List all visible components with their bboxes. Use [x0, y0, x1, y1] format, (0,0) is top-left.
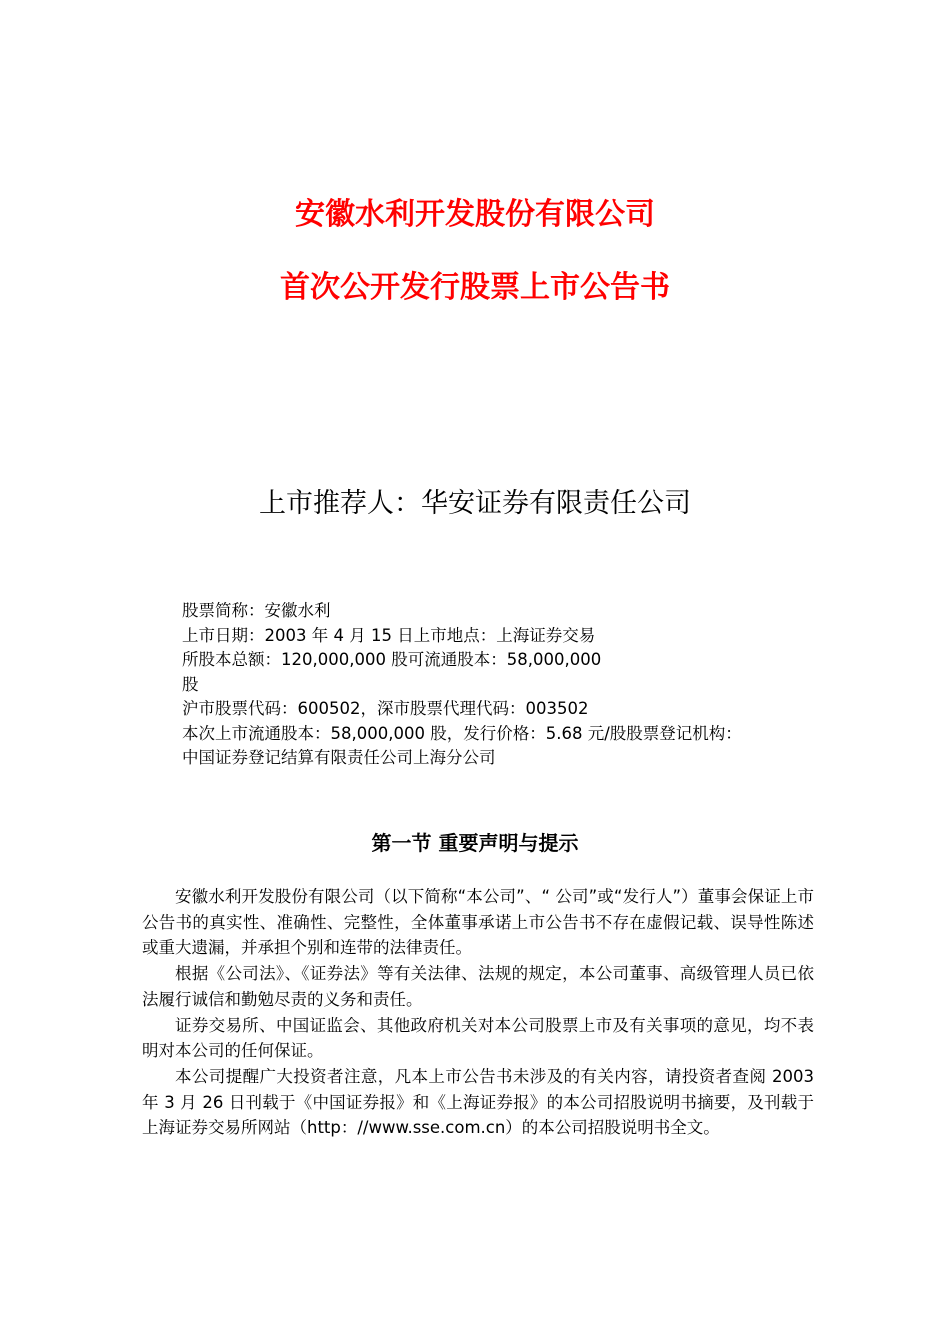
listing-recommender: 上市推荐人：华安证券有限责任公司 [259, 488, 691, 519]
document-title-line-1: 安徽水利开发股份有限公司 [295, 197, 655, 232]
paragraph: 安徽水利开发股份有限公司（以下简称“本公司”、“ 公司”或“发行人”）董事会保证上市公告书的真实性、准确性、完整性，全体董事承诺上市公告书不存在虚假记载、误导性陈述或重大遗漏，并承担个别和连带的法律责任。 [142, 887, 814, 958]
info-line: 股 [182, 674, 199, 694]
stock-info-block [182, 599, 822, 771]
info-line: 上市日期：2003 年 4 月 15 日上市地点：上海证券交易 [182, 625, 596, 645]
paragraph: 根据《公司法》、《证券法》等有关法律、法规的规定，本公司董事、高级管理人员已依法履行诚信和勤勉尽责的义务和责任。 [142, 964, 814, 1009]
section-body [142, 884, 814, 1141]
info-line: 股票简称：安徽水利 [182, 601, 331, 620]
info-line: 所股本总额：120,000,000 股可流通股本：58,000,000 [182, 650, 602, 669]
section-heading: 第一节 重要声明与提示 [371, 831, 579, 855]
paragraph: 本公司提醒广大投资者注意，凡本上市公告书未涉及的有关内容，请投资者查阅 2003 年 3 月 26 日刊载于《中国证券报》和《上海证券报》的本公司招股说明书摘要，及刊载于上海证券交易所网站（http：//www.sse.com.cn）的本公司招股说明书全文。 [142, 1066, 814, 1138]
document-title-line-2: 首次公开发行股票上市公告书 [280, 270, 670, 305]
paragraph: 证券交易所、中国证监会、其他政府机关对本公司股票上市及有关事项的意见，均不表明对本公司的任何保证。 [142, 1015, 814, 1061]
info-line: 沪市股票代码：600502，深市股票代理代码：003502 [182, 699, 589, 718]
info-line: 本次上市流通股本：58,000,000 股，发行价格：5.68 元/股股票登记机构： [182, 723, 742, 743]
info-line: 中国证券登记结算有限责任公司上海分公司 [182, 748, 496, 767]
